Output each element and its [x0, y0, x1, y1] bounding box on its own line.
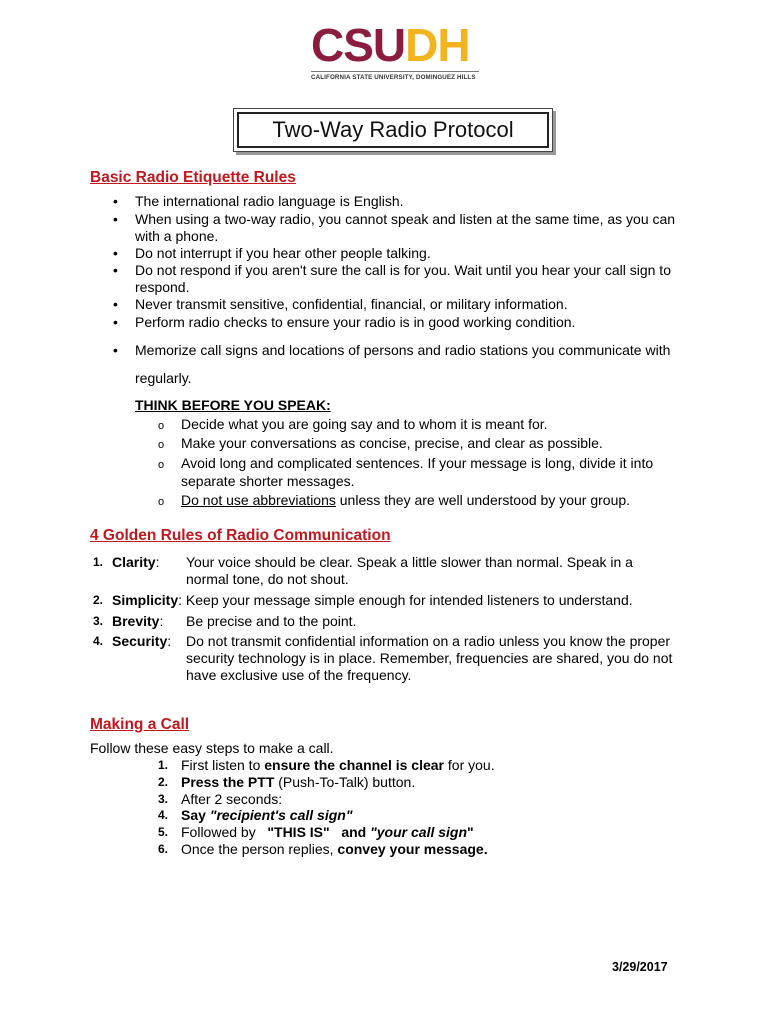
call-intro: Follow these easy steps to make a call. [90, 740, 334, 756]
rule-term-name: Simplicity [112, 592, 179, 608]
step-number: 6. [158, 842, 169, 856]
bullet-icon: • [113, 193, 118, 209]
call-step-part: convey your message. [337, 841, 488, 857]
bullet-icon: • [113, 245, 118, 261]
csudh-logo [311, 19, 481, 81]
think-heading: THINK BEFORE YOU SPEAK: [135, 397, 331, 413]
call-step-part: "THIS IS" [267, 824, 330, 841]
step-number: 3. [158, 791, 169, 806]
rule-term-name: Clarity [112, 554, 156, 570]
rule-number: 2. [93, 593, 104, 607]
call-step-part: Once the person replies, [181, 841, 338, 857]
rule-text: Be precise and to the point. [186, 613, 357, 629]
call-step-part: Followed by [181, 824, 268, 841]
call-step-part: First listen to [181, 757, 265, 773]
call-step-part: (Push-To-Talk) button. [274, 773, 416, 790]
think-item: Make your conversations as concise, precise, and clear as possible. [181, 435, 603, 451]
call-step-part: ensure the channel is clear [264, 757, 444, 773]
rule-text: normal tone, do not shout. [186, 571, 349, 587]
rule-term [112, 592, 633, 608]
step-number: 5. [158, 825, 169, 840]
abbreviations-underlined: Do not use abbreviations [181, 492, 336, 508]
logo-rule [311, 71, 479, 72]
rule-number: 4. [93, 634, 104, 648]
think-item-rest: unless they are well understood by your group. [335, 492, 631, 508]
rule-term [112, 554, 159, 570]
etiquette-item: Perform radio checks to ensure your radio is in good working condition. [135, 314, 576, 330]
call-step-part: " [467, 824, 474, 841]
think-item: Decide what you are going say and to whom it is meant for. [181, 416, 548, 432]
rule-number: 1. [93, 555, 104, 569]
etiquette-item: Memorize call signs and locations of persons and radio stations you communicate with [135, 342, 671, 358]
rule-text: Your voice should be clear. Speak a little slower than normal. Speak in a [186, 554, 633, 570]
page-title: Two-Way Radio Protocol [272, 117, 514, 142]
step-number: 2. [158, 774, 169, 789]
call-step [181, 774, 415, 791]
etiquette-item: When using a two-way radio, you cannot speak and listen at the same time, as you can [135, 211, 676, 227]
rule-term-colon: : Keep your message simple enough for intended listeners to understand. [178, 592, 633, 608]
rule-text: Do not transmit confidential information on a radio unless you know the proper [186, 633, 671, 649]
sub-bullet-icon: o [158, 459, 165, 471]
bullet-icon: • [113, 262, 118, 278]
rule-term-name: Brevity [112, 613, 160, 629]
rule-term [112, 613, 163, 629]
heading-making-call: Making a Call [90, 716, 190, 733]
heading-etiquette: Basic Radio Etiquette Rules [90, 169, 296, 186]
etiquette-item: Do not interrupt if you hear other people talking. [135, 245, 431, 261]
logo-wordmark: CSUDH [311, 19, 470, 71]
call-step-part: for you. [444, 757, 495, 773]
etiquette-item: with a phone. [135, 228, 219, 244]
call-step [181, 841, 488, 858]
rule-term-colon: : [159, 613, 164, 629]
step-number: 4. [158, 808, 169, 823]
think-item: Avoid long and complicated sentences. If your message is long, divide it into [181, 455, 654, 471]
logo-subtitle: CALIFORNIA STATE UNIVERSITY, DOMINGUEZ HILLS [311, 74, 476, 81]
sub-bullet-icon: o [158, 496, 165, 508]
rule-term [112, 633, 171, 649]
rule-term-colon: : [155, 554, 160, 570]
call-step-part: Say [181, 807, 210, 824]
rule-term-colon: : [167, 633, 172, 649]
etiquette-item: Never transmit sensitive, confidential, financial, or military information. [135, 296, 568, 312]
rule-term-name: Security [112, 633, 168, 649]
bullet-icon: • [113, 314, 118, 330]
call-step-part: Press the PTT [181, 773, 275, 790]
rule-text: have exclusive use of the frequency. [186, 667, 412, 683]
call-step [181, 757, 495, 774]
bullet-icon: • [113, 211, 118, 227]
call-step [181, 791, 282, 808]
call-step-part: After 2 seconds: [181, 790, 283, 807]
call-step-part: "your call sign [370, 824, 468, 841]
bullet-icon: • [113, 342, 118, 358]
rule-text: security technology is in place. Remember, frequencies are shared, you do not [186, 650, 673, 666]
think-item: separate shorter messages. [181, 473, 355, 489]
etiquette-item: Do not respond if you aren't sure the call is for you. Wait until you hear your call sign to [135, 262, 671, 278]
document-date: 3/29/2017 [612, 960, 668, 974]
call-step-part: and [329, 824, 371, 841]
call-step-part: "recipient's call sign" [209, 807, 353, 824]
step-number: 1. [158, 758, 169, 772]
think-item [181, 492, 630, 509]
sub-bullet-icon: o [158, 439, 165, 451]
etiquette-item: respond. [135, 279, 190, 295]
call-step [181, 807, 352, 824]
rule-number: 3. [93, 614, 104, 628]
title-box [233, 108, 553, 152]
etiquette-item: The international radio language is English. [135, 193, 404, 209]
bullet-icon: • [113, 296, 118, 312]
sub-bullet-icon: o [158, 420, 165, 432]
heading-golden-rules: 4 Golden Rules of Radio Communication [90, 527, 391, 544]
call-step [181, 824, 474, 841]
etiquette-item: regularly. [135, 370, 192, 386]
